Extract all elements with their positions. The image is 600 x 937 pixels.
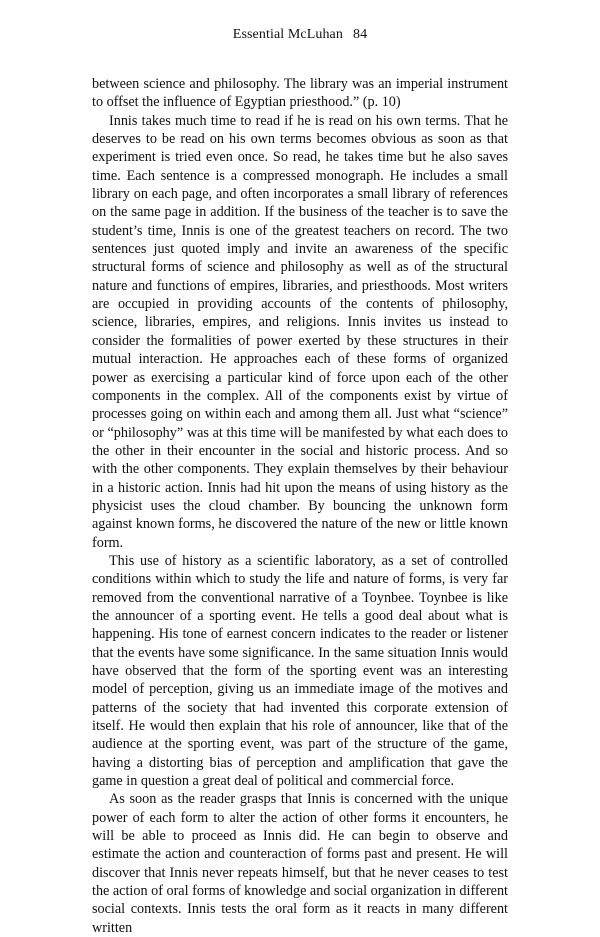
paragraph-continued: between science and philosophy. The library was an imperial instrument to offset the influence of Egyptian priesthood.” (p. 10) — [92, 76, 508, 111]
paragraph: As soon as the reader grasps that Innis is concerned with the unique power of each form to alter the action of other forms it encounters, he will be able to proceed as Innis did. He can begin to observe and estimate the action and counteraction of forms past and present. He will discover that Innis never repeats himself, but that he never ceases to test the action of oral forms of knowledge and social organization in different social contexts. Innis tests the oral form as it reacts in many different written — [92, 791, 508, 936]
paragraph: This use of history as a scientific laboratory, as a set of controlled conditions within which to study the life and nature of forms, is very far removed from the conventional narrative of a Toynbee. Toynbee is like the announcer of a sporting event. He tells a good deal about what is happening. His tone of earnest concern indicates to the reader or listener that the events have some significance. In the same situation Innis would have observed that the form of the sporting event was an interesting model of perception, giving us an immediate image of the motives and patterns of the society that had invented this corporate extension of itself. He would then explain that his role of announcer, like that of the audience at the sporting event, was part of the structure of the game, having a distorting bias of perception and amplification that gave the game in question a great deal of political and commercial force. — [92, 552, 508, 790]
running-header — [0, 27, 600, 43]
paragraph: Innis takes much time to read if he is read on his own terms. That he deserves to be read on his own terms becomes obvious as soon as that experiment is tried even once. So read, he takes time but he also saves time. Each sentence is a compressed monograph. He includes a small library on each page, and often incorporates a small library of references on the same page in addition. If the business of the teacher is to save the student’s time, Innis is one of the greatest teachers on record. The two sentences just quoted imply and invite an awareness of the specific structural forms of science and philosophy as well as of the structural nature and functions of empires, libraries, and priesthoods. Most writers are occupied in providing accounts of the contents of philosophy, science, libraries, empires, and religions. Innis invites us instead to consider the formalities of power exerted by these structures in their mutual interaction. He approaches each of these forms of organized power as exercising a particular kind of force upon each of the other components in the complex. All of the components exist by virtue of processes going on within each and among them all. Just what “science” or “philosophy” was at this time will be manifested by what each does to the other in their encounter in the social and historic process. And so with the other components. They explain themselves by their behaviour in a historic action. Innis had hit upon the means of using history as the physicist uses the cloud chamber. By bouncing the unknown form against known forms, he discovered the nature of the new or little known form. — [92, 112, 508, 551]
page-body — [92, 75, 508, 937]
page-number: 84 — [352, 27, 368, 42]
book-title: Essential McLuhan — [232, 27, 343, 42]
